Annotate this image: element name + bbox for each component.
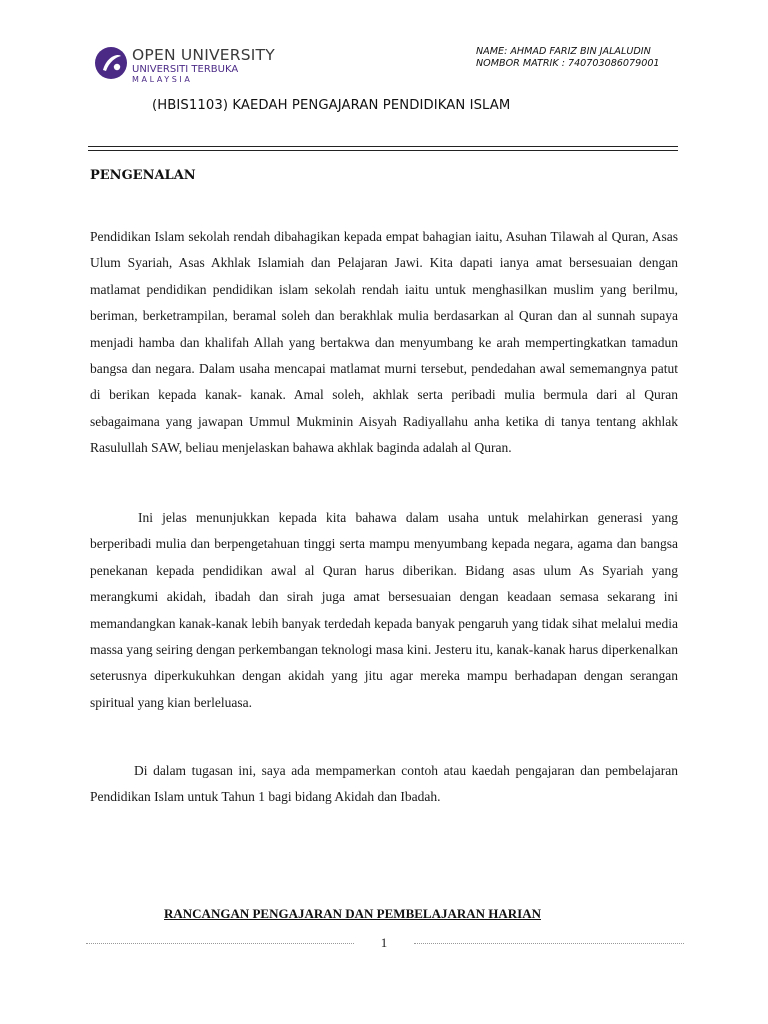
course-title: (HBIS1103) KAEDAH PENGAJARAN PENDIDIKAN ISLAM [152,98,511,113]
student-matric: NOMBOR MATRIK : 740703086079001 [476,58,660,69]
section-heading: PENGENALAN [90,168,196,183]
footer-rule-right [414,943,684,944]
next-section-heading: RANCANGAN PENGAJARAN DAN PEMBELAJARAN HARIAN [164,906,541,921]
student-info [476,46,660,70]
logo-line-1: OPEN UNIVERSITY [132,46,275,64]
oum-emblem-icon [94,46,128,80]
header-divider-top [88,146,678,147]
header-divider-bottom [88,150,678,151]
paragraph-3: Di dalam tugasan ini, saya ada mempamerkan contoh atau kaedah pengajaran dan pembelajaran Pendidikan Islam untuk Tahun 1 bagi bidang Akidah dan Ibadah. [90,763,678,805]
page-number: 1 [380,935,388,950]
paragraph-2: Ini jelas menunjukkan kepada kita bahawa dalam usaha untuk melahirkan generasi yang berperibadi mulia dan berpengetahuan tinggi serta mampu menyumbang kepada negara, agama dan bangsa penekanan kepada pendidikan awal al Quran harus diberikan. Bidang asas ulum As Syariah yang merangkumi akidah, ibadah dan sirah juga amat bersesuaian dengan keadaan semasa sekarang ini memandangkan kanak-kanak lebih banyak terdedah kepada banyak pengaruh yang tidak sihat melalui media massa yang seiring dengan perkembangan teknologi masa kini. Jesteru itu, kanak-kanak harus diperkenalkan seterusnya diperkukuhkan dengan akidah yang jitu agar mereka mampu berhadapan dengan serangan spiritual yang kian berleluasa. [90,510,678,710]
student-name: NAME: AHMAD FARIZ BIN JALALUDIN [476,46,651,57]
footer-rule-left [86,943,354,944]
logo-text [132,46,275,85]
university-logo [94,46,275,88]
logo-line-2: UNIVERSITI TERBUKA [132,64,239,75]
logo-line-3: MALAYSIA [132,75,193,84]
paragraph-1: Pendidikan Islam sekolah rendah dibahagikan kepada empat bahagian iaitu, Asuhan Tilawah al Quran, Asas Ulum Syariah, Asas Akhlak Islamiah dan Pelajaran Jawi. Kita dapati ianya amat bersesuaian dengan matlamat pendidikan pendidikan islam sekolah rendah iaitu untuk menghasilkan muslim yang berilmu, beriman, berketrampilan, beramal soleh dan berakhlak mulia berdasarkan al Quran dan al sunnah supaya menjadi hamba dan khalifah Allah yang bertakwa dan menyumbang ke arah mempertingkatkan tamadun bangsa dan negara. Dalam usaha mencapai matlamat murni tersebut, pendedahan awal sememangnya patut di berikan kepada kanak- kanak. Amal soleh, akhlak serta peribadi mulia bermula dari al Quran sebagaimana yang jawapan Ummul Mukminin Aisyah Radiyallahu anha ketika di tanya tentang akhlak Rasulullah SAW, beliau menjelaskan bahawa akhlak baginda adalah al Quran. [90,229,678,456]
